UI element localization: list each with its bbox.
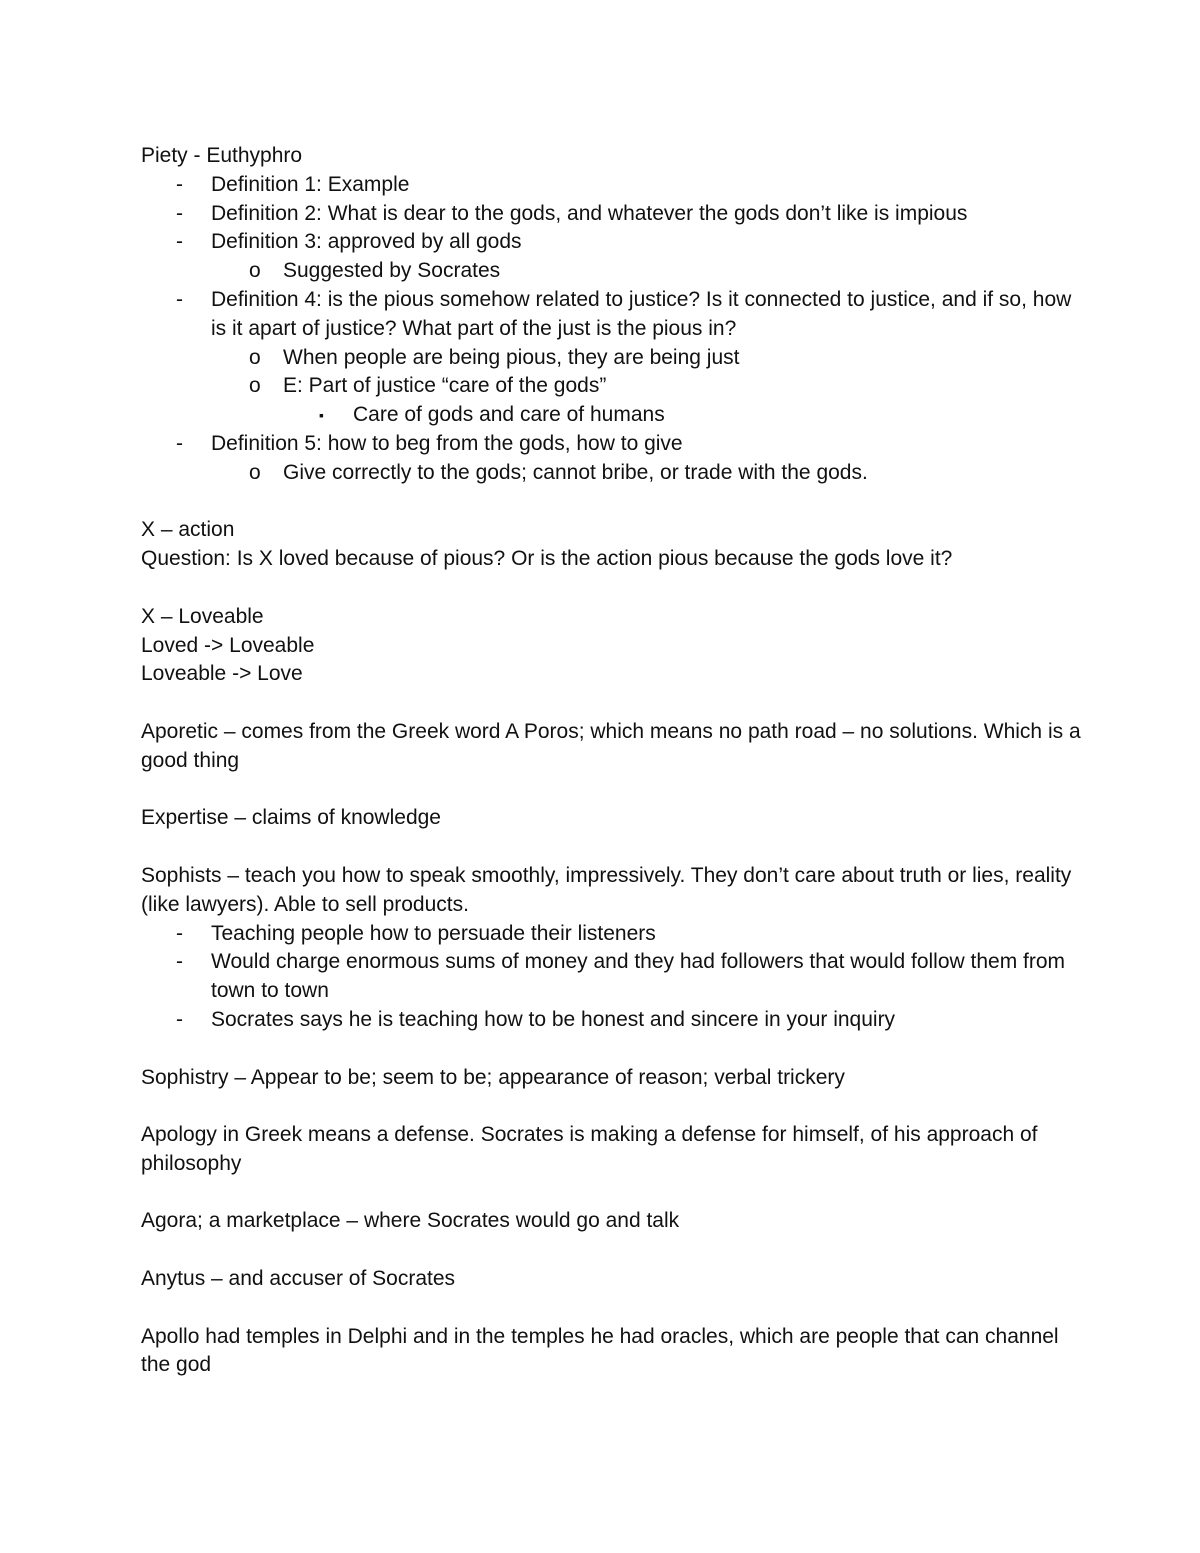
blank-line: [141, 1236, 1081, 1265]
list-item: [141, 171, 1081, 200]
expertise-paragraph: Expertise – claims of knowledge: [141, 806, 441, 830]
dash-bullet: -: [176, 950, 183, 974]
x-loveable-line: X – Loveable: [141, 604, 264, 628]
blank-line: [141, 1035, 1081, 1064]
square-bullet: ▪: [319, 407, 324, 424]
list-item-text: Socrates says he is teaching how to be honest and sincere in your inquiry: [211, 1007, 896, 1031]
x-action-line: X – action: [141, 518, 235, 542]
blank-line: [141, 776, 1081, 805]
blank-line: [141, 1092, 1081, 1121]
list-item: [141, 286, 1081, 344]
list-item-text: Definition 1: Example: [211, 172, 410, 196]
section-title-piety: Piety - Euthyphro: [141, 144, 303, 167]
list-subsubitem-text: Care of gods and care of humans: [353, 403, 665, 427]
blank-line: [141, 574, 1081, 603]
question-line: Question: Is X loved because of pious? Or is the action pious because the gods love it?: [141, 547, 953, 571]
list-item-text: Definition 2: What is dear to the gods, and whatever the gods don’t like is impious: [211, 201, 968, 225]
list-subitem-text: When people are being pious, they are being just: [283, 345, 740, 369]
piety-definitions-list: [141, 171, 1081, 488]
circle-bullet: o: [249, 460, 261, 484]
dash-bullet: -: [176, 230, 183, 254]
dash-bullet: -: [176, 287, 183, 311]
apology-paragraph: Apology in Greek means a defense. Socrates is making a defense for himself, of his approach of philosophy: [141, 1123, 1038, 1175]
circle-bullet: o: [249, 374, 261, 398]
list-subitem: [141, 257, 1081, 286]
list-subitem: [141, 459, 1081, 488]
list-item-text: Definition 5: how to beg from the gods, how to give: [211, 431, 683, 455]
list-item-text: Definition 3: approved by all gods: [211, 230, 522, 254]
list-item-text: Definition 4: is the pious somehow related to justice? Is it connected to justice, and if so, how is it apart of justice? What part of the just is the pious in?: [211, 287, 1072, 340]
list-item: [141, 1006, 1081, 1035]
list-item-text: Would charge enormous sums of money and they had followers that would follow them from town to town: [211, 950, 1066, 1003]
list-subitem: [141, 372, 1081, 401]
sophists-list: [141, 920, 1081, 1035]
list-subitem-text: E: Part of justice “care of the gods”: [283, 374, 607, 398]
list-item: [141, 430, 1081, 459]
blank-line: [141, 1294, 1081, 1323]
anytus-paragraph: Anytus – and accuser of Socrates: [141, 1267, 456, 1291]
loveable-love-line: Loveable -> Love: [141, 662, 303, 686]
list-subitem: [141, 344, 1081, 373]
circle-bullet: o: [249, 345, 261, 369]
sophists-paragraph: Sophists – teach you how to speak smoothly, impressively. They don’t care about truth or lies, reality (like lawyers). Able to sell products.: [141, 863, 1072, 916]
agora-paragraph: Agora; a marketplace – where Socrates would go and talk: [141, 1209, 680, 1233]
list-subitem-text: Suggested by Socrates: [283, 259, 501, 283]
blank-line: [141, 1179, 1081, 1208]
loved-loveable-line: Loved -> Loveable: [141, 633, 315, 657]
aporetic-paragraph: Aporetic – comes from the Greek word A Poros; which means no path road – no solutions. Which is a good thing: [141, 719, 1081, 772]
dash-bullet: -: [176, 921, 183, 945]
sophistry-paragraph: Sophistry – Appear to be; seem to be; appearance of reason; verbal trickery: [141, 1065, 845, 1089]
circle-bullet: o: [249, 259, 261, 283]
blank-line: [141, 833, 1081, 862]
dash-bullet: -: [176, 1007, 183, 1031]
apollo-paragraph: Apollo had temples in Delphi and in the temples he had oracles, which are people that can channel the god: [141, 1324, 1059, 1377]
dash-bullet: -: [176, 172, 183, 196]
list-item: [141, 228, 1081, 257]
list-item: [141, 948, 1081, 1006]
blank-line: [141, 488, 1081, 517]
blank-line: [141, 689, 1081, 718]
list-item-text: Teaching people how to persuade their listeners: [211, 921, 656, 945]
dash-bullet: -: [176, 201, 183, 225]
dash-bullet: -: [176, 431, 183, 455]
list-subsubitem: [141, 401, 1081, 430]
list-subitem-text: Give correctly to the gods; cannot bribe, or trade with the gods.: [283, 460, 868, 484]
list-item: [141, 920, 1081, 949]
document-body: [141, 142, 1081, 1380]
list-item: [141, 200, 1081, 229]
